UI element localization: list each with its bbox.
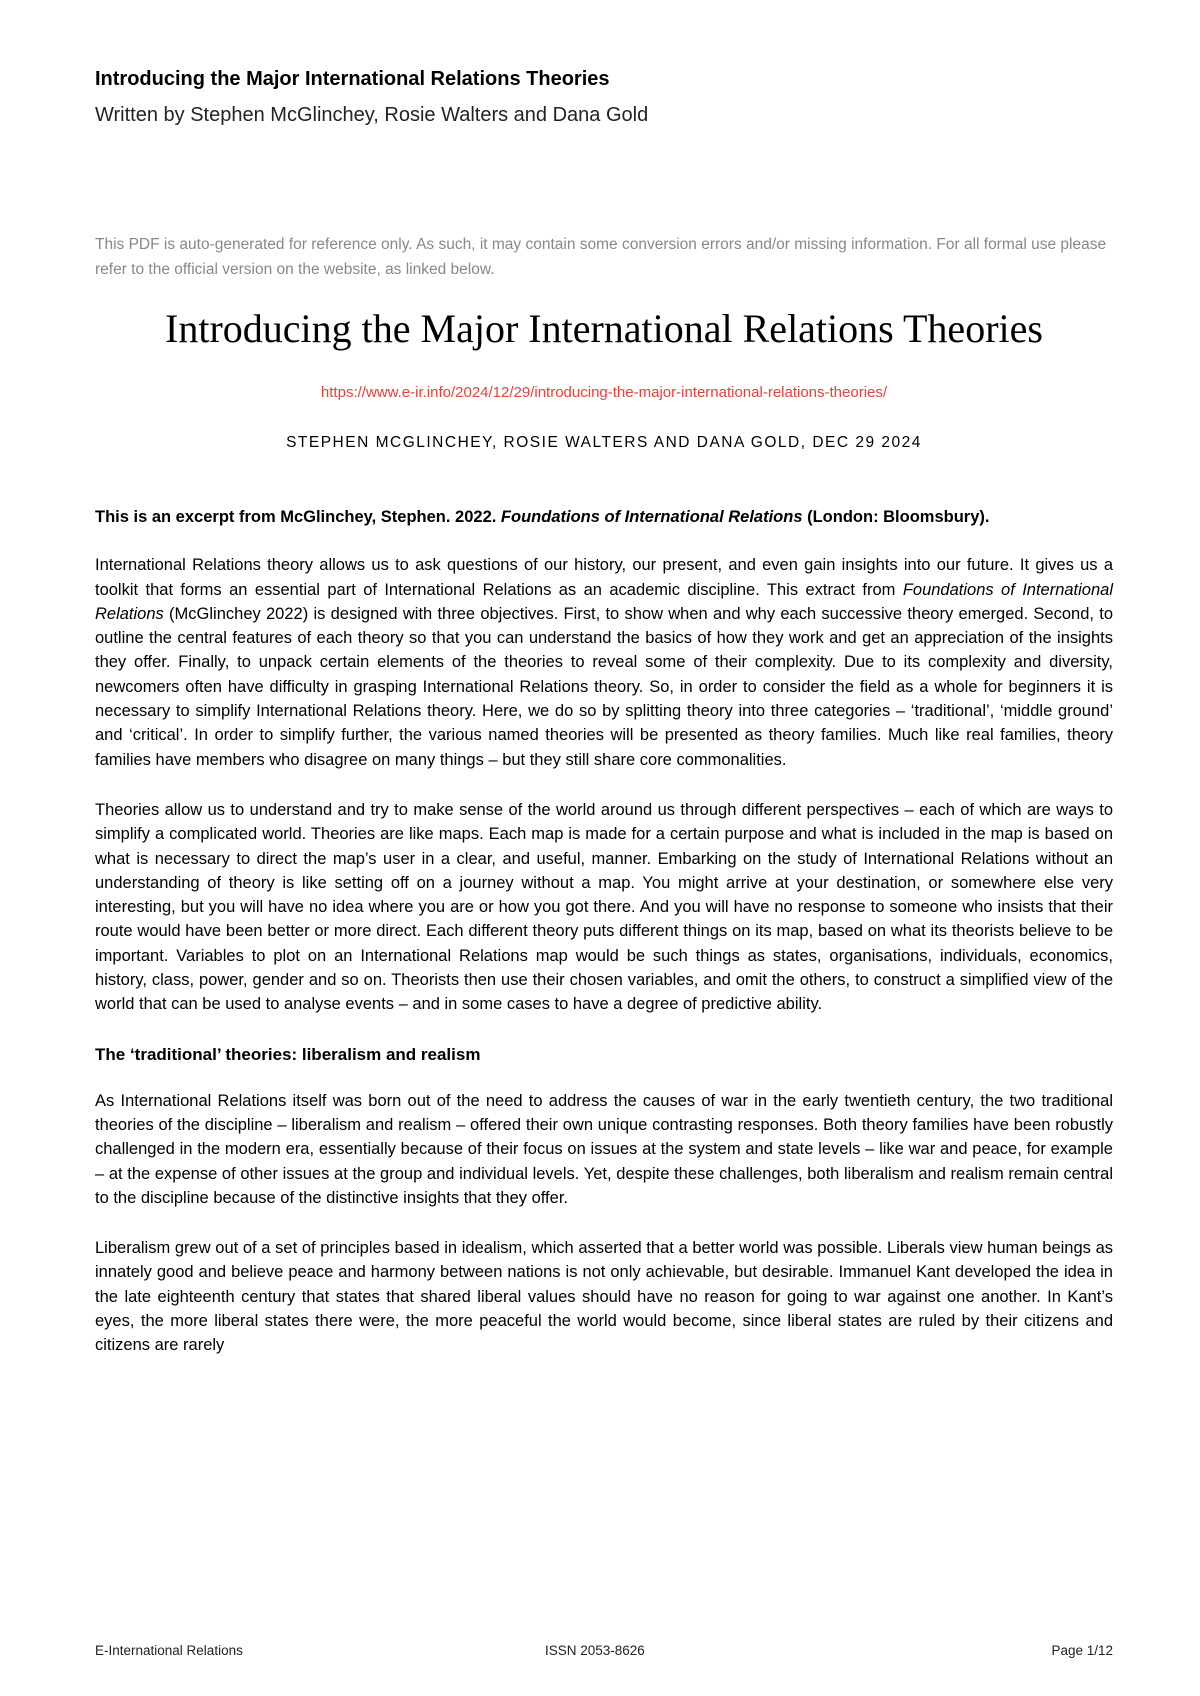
excerpt-book-title: Foundations of International Relations: [500, 508, 803, 526]
header-authors: Written by Stephen McGlinchey, Rosie Walters and Dana Gold: [95, 104, 649, 126]
excerpt-prefix: This is an excerpt from McGlinchey, Stephen. 2022.: [95, 508, 501, 526]
excerpt-suffix: (London: Bloomsbury).: [802, 508, 990, 526]
page-footer: [95, 1643, 1113, 1663]
disclaimer-text: This PDF is auto-generated for reference only. As such, it may contain some conversion errors and/or missing information. For all formal use please refer to the official version on the website, as linked below.: [95, 236, 1107, 278]
article-body: [95, 505, 1113, 1384]
source-url-link[interactable]: https://www.e-ir.info/2024/12/29/introducing-the-major-international-relations-theories/: [320, 384, 888, 401]
article-title: Introducing the Major International Relations Theories: [165, 306, 1043, 351]
para1-part1: International Relations theory allows us to ask questions of our history, our present, and even gain insights into our future. It gives us a toolkit that forms an essential part of International Relations as an academic discipline. This extract from: [95, 556, 1113, 599]
body-paragraph: [95, 553, 1113, 772]
section-heading: The ‘traditional’ theories: liberalism and realism: [95, 1044, 481, 1064]
para1-part2: (McGlinchey 2022) is designed with three objectives. First, to show when and why each successive theory emerged. Second, to outline the central features of each theory so that you can understand the basics of how they work and get an appreciation of the insights they offer. Finally, to unpack certain elements of the theories to reveal some of their complexity. Due to its complexity and diversity, newcomers often have difficulty in grasping International Relations theory. So, in order to consider the field as a whole for beginners it is necessary to simplify International Relations theory. Here, we do so by splitting theory into three categories – ‘traditional’, ‘middle ground’ and ‘critical’. In order to simplify further, the various named theories will be presented as theory families. Much like real families, theory families have members who disagree on many things – but they still share core commonalities.: [95, 604, 1113, 769]
body-paragraph-4: Liberalism grew out of a set of principles based in idealism, which asserted that a better world was possible. Liberals view human beings as innately good and believe peace and harmony between nations is not only achievable, but desirable. Immanuel Kant developed the idea in the late eighteenth century that states that shared liberal values should have no reason for going to war against one another. In Kant’s eyes, the more liberal states there were, the more peaceful the world would become, since liberal states are ruled by their citizens and citizens are rarely: [95, 1239, 1113, 1355]
excerpt-note: [95, 505, 1113, 529]
body-paragraph-3: As International Relations itself was born out of the need to address the causes of war in the early twentieth century, the two traditional theories of the discipline – liberalism and realism – offered their own unique contrasting responses. Both theory families have been robustly challenged in the modern era, essentially because of their focus on issues at the system and state levels – like war and peace, for example – at the expense of other issues at the group and individual levels. Yet, despite these challenges, both liberalism and realism remain central to the discipline because of the distinctive insights that they offer.: [95, 1091, 1113, 1207]
body-paragraph-2: Theories allow us to understand and try to make sense of the world around us through different perspectives – each of which are ways to simplify a complicated world. Theories are like maps. Each map is made for a certain purpose and what is included in the map is based on what is necessary to direct the map’s user in a clear, and useful, manner. Embarking on the study of International Relations without an understanding of theory is like setting off on a journey without a map. You might arrive at your destination, or somewhere else very interesting, but you will have no idea where you are or how you got there. And you will have no response to someone who insists that their route would have been better or more direct. Each different theory puts different things on its map, based on what its theorists believe to be important. Variables to plot on an International Relations map would be such things as states, organisations, individuals, economics, history, class, power, gender and so on. Theorists then use their chosen variables, and omit the others, to construct a simplified view of the world that can be used to analyse events – and in some cases to have a degree of predictive ability.: [95, 800, 1113, 1014]
article-byline: STEPHEN MCGLINCHEY, ROSIE WALTERS AND DANA GOLD, DEC 29 2024: [286, 434, 922, 451]
footer-publisher: E-International Relations: [95, 1643, 243, 1658]
footer-issn: ISSN 2053-8626: [545, 1643, 645, 1658]
para1-book-title: Foundations of International Relations: [95, 580, 1114, 623]
footer-page-number: Page 1/12: [1051, 1643, 1113, 1658]
header-title: Introducing the Major International Relations Theories: [95, 68, 610, 90]
